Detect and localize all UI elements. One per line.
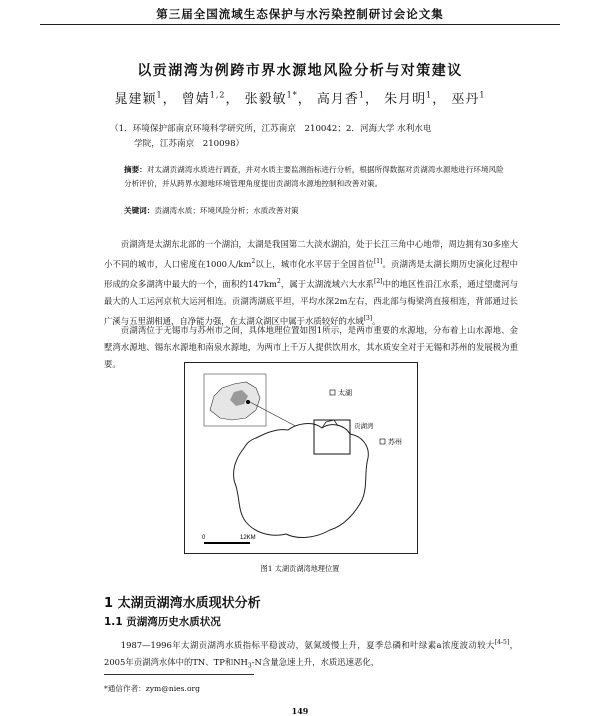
footnote-rule [104, 674, 254, 675]
author-name: 张毅敏 [244, 92, 287, 107]
paper-title: 以贡湖湾为例跨市界水源地风险分析与对策建议 [137, 63, 463, 79]
author-list: 晁建颖$^1$， 曾婧$^{1,2}$， 张毅敏$^{1*}$， 高月香$^1$， 朱月明$^1$， 巫丹$^1$ [114, 90, 486, 107]
author-name: 曾婧 [181, 92, 210, 107]
author-affiliation-mark: 1 [479, 90, 486, 100]
footnote: *通信作者：zym@nies.org [104, 684, 201, 693]
superscript: 2 [276, 277, 281, 285]
subsection-heading: 1.1 贡湖湾历史水质状况 [104, 616, 221, 628]
author-affiliation-mark: 1 [156, 90, 163, 100]
author-affiliation-mark: 1 [358, 90, 365, 100]
author-affiliation-mark: 1* [286, 90, 298, 100]
abstract-label: 摘要： [124, 165, 147, 174]
text-run: 。 [372, 315, 381, 326]
body-paragraph-3 [104, 634, 518, 674]
abstract [124, 163, 504, 191]
affiliation-line: （1．环境保护部南京环境科学研究所，江苏南京 210042；2．河海大学 水利水电 [110, 124, 432, 134]
location-dot [246, 400, 250, 404]
citation: [2] [374, 277, 383, 285]
author-affiliation-mark: 1 [426, 90, 433, 100]
text-run: 1987—1996年太湖贡湖湾水质指标平稳波动，氨氮缓慢上升，夏季总磷和叶绿素a浓度波动较大 [120, 639, 495, 650]
taihu-map-svg [184, 362, 418, 554]
text-run: ，2005年贡湖湾水体中的TN、TP和NH [104, 639, 518, 667]
section-heading: 1 太湖贡湖湾水质现状分析 [104, 596, 261, 611]
text-run: 。贡湖湾是太湖长期历史演化过程中形成的众多湖湾中最大的一个，面积约147km [104, 258, 519, 289]
figure-map [184, 362, 418, 554]
affiliation-line: 学院，江苏南京 210098） [134, 139, 245, 149]
author-name: 巫丹 [451, 92, 480, 107]
superscript: 2 [251, 258, 256, 265]
page-number: 149 [291, 706, 309, 716]
text-run: ，属于太湖流域六大水系 [280, 278, 375, 289]
author-name: 高月香 [316, 92, 359, 107]
figure-caption: 图1 太湖贡湖湾地理位置 [260, 564, 340, 573]
keywords [124, 205, 504, 216]
gonghu-label: 贡湖湾 [354, 423, 374, 430]
citation: [3] [363, 314, 373, 322]
abstract-text: 对太湖贡湖湾水质进行调查，并对水质主要监测指标进行分析，根据所得数据对贡湖湾水源地进行环境风险分析评价，并从跨界水源地环境管理角度提出贡湖湾水源地控制和改善对策。 [124, 165, 504, 188]
text-run: 以上，城市化水平居于全国首位 [255, 258, 374, 269]
running-header: 第三届全国流域生态保护与水污染控制研讨会论文集 [156, 7, 444, 21]
header-rule [40, 24, 560, 25]
scale-distance: 12KM [240, 535, 256, 541]
text-run: 贡湖湾是太湖东北部的一个湖泊，太湖是我国第二大淡水湖泊，处于长江三角中心地带，周边拥有30多座大小不同的城市，人口密度在1000人/km [104, 239, 518, 269]
author-affiliation-mark: 1,2 [209, 90, 226, 100]
suzhou-marker [380, 439, 385, 444]
text-run: -N含量急速上升，水质迅速恶化， [251, 656, 380, 667]
citation: [4-5] [494, 639, 510, 646]
scale-zero: 0 [202, 535, 206, 541]
taihu-label: 太湖 [338, 389, 352, 397]
text-run: 中的地区性沿江水系，通过望虞河与最大的人工运河京杭大运河相连。贡湖湾湖底平坦，平均水深2m左右，西北部与梅梁湾直接相连，背部通过长广溪与五里湖相通，自净能力强，在太湖众湖区中属于水质较好的水域 [104, 278, 518, 326]
suzhou-label: 苏州 [388, 438, 402, 446]
keywords-text: 贡湖湾水质；环境风险分析；水质改善对策 [154, 206, 299, 215]
author-name: 朱月明 [384, 92, 427, 107]
taihu-legend-marker [330, 390, 335, 395]
affiliations [110, 122, 510, 152]
citation: [1] [373, 258, 383, 265]
body-paragraph-2: 贡湖湾位于无锡市与苏州市之间，具体地理位置如图1所示，是两市重要的水源地，分布着上山水源地、金墅湾水源地、锡东水源地和南泉水源地，为两市上千万人提供饮用水，其水质安全对于无锡和苏州的发展极为重要。 [104, 325, 518, 369]
keywords-label: 关键词： [124, 206, 155, 215]
subscript: 3 [247, 662, 252, 670]
china-inset [204, 374, 266, 426]
author-name: 晁建颖 [114, 92, 157, 107]
body-paragraph-1 [104, 236, 518, 329]
